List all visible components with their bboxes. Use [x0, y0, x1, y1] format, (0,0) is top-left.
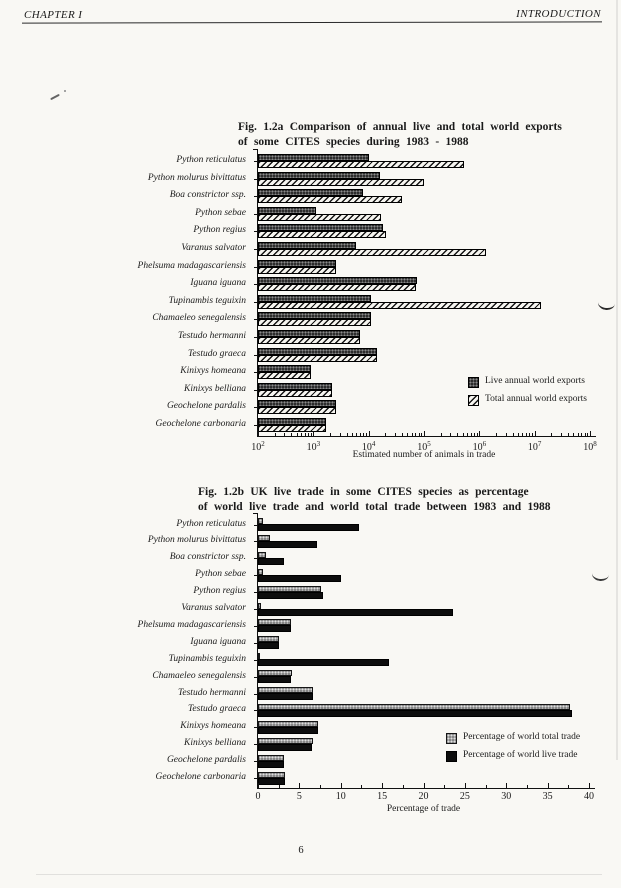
bar-series2	[258, 761, 284, 768]
x-axis-major-tick	[299, 783, 300, 788]
species-label: Phelsuma madagascariensis	[137, 619, 246, 630]
x-axis-minor-tick	[415, 433, 416, 436]
bar-series2	[258, 693, 313, 700]
x-axis-tick-label: 25	[459, 791, 470, 802]
bar-series1	[258, 224, 383, 231]
bar-series2	[258, 609, 453, 616]
species-label: Python regius	[193, 586, 246, 597]
x-axis-minor-tick	[340, 433, 341, 436]
bar-series1	[258, 189, 363, 196]
x-axis-major-tick	[369, 431, 370, 436]
x-axis-tick-label: $10^6$	[472, 440, 487, 453]
scan-artifact-curl-mark	[597, 295, 615, 311]
species-label: Tupinambis teguixin	[168, 653, 246, 664]
bar-series1	[258, 277, 417, 284]
x-axis-tick-label: 10	[335, 791, 346, 802]
bar-series1	[258, 260, 336, 267]
bar-series2	[258, 425, 326, 432]
species-label: Python sebae	[195, 207, 246, 218]
bar-series1	[258, 207, 316, 214]
x-axis-major-tick	[313, 431, 314, 436]
legend-swatch-solid-black	[446, 751, 457, 762]
species-label: Testudo hermanni	[177, 331, 246, 341]
x-axis-major-tick	[589, 783, 590, 788]
figure-b-title-line1: Fig. 1.2b UK live trade in some CITES species as percentage	[198, 486, 529, 498]
x-axis-minor-tick	[551, 433, 552, 436]
figure-a-title-line1: Fig. 1.2a Comparison of annual live and total world exports	[238, 121, 562, 133]
x-axis-tick-label: $10^3$	[306, 440, 321, 453]
header-section: INTRODUCTION	[516, 8, 601, 20]
tick-exponent: 4	[371, 440, 376, 448]
species-label: Python molurus bivittatus	[147, 172, 246, 183]
x-axis-minor-tick	[366, 433, 367, 436]
x-axis-tick-label: $10^8$	[583, 440, 597, 453]
x-axis-minor-tick	[532, 433, 533, 436]
scan-artifact-page-edge	[36, 874, 602, 875]
species-label: Tupinambis teguixin	[168, 295, 246, 306]
species-label: Geochelone pardalis	[166, 755, 246, 766]
bar-series2	[258, 727, 318, 734]
species-label: Iguana iguana	[190, 636, 246, 647]
page-number: 6	[298, 845, 304, 856]
x-axis-major-tick	[506, 783, 507, 788]
bar-series2	[258, 524, 359, 531]
x-axis-minor-tick	[361, 785, 362, 788]
species-label: Geochelone pardalis	[166, 401, 246, 412]
x-axis-major-tick	[258, 783, 259, 788]
legend-label: Live annual world exports	[485, 376, 585, 386]
bar-series2	[258, 710, 572, 717]
species-label: Chamaeleo senegalensis	[152, 313, 246, 324]
bar-series1	[258, 295, 371, 302]
x-axis-minor-tick	[450, 433, 451, 436]
scan-artifact-curl-mark	[591, 566, 609, 582]
scan-artifact-pen-mark	[50, 94, 60, 100]
bar-series2	[258, 642, 279, 649]
species-label: Iguana iguana	[190, 278, 246, 289]
bar-series2	[258, 161, 464, 168]
x-axis-major-tick	[424, 783, 425, 788]
x-axis-minor-tick	[275, 433, 276, 436]
x-axis-minor-tick	[522, 433, 523, 436]
x-axis-minor-tick	[587, 433, 588, 436]
x-axis-minor-tick	[301, 433, 302, 436]
x-axis-tick-label: $10^7$	[527, 440, 542, 453]
x-axis-minor-tick	[403, 785, 404, 788]
x-axis-line	[257, 788, 595, 789]
bar-series2	[258, 744, 312, 751]
tick-exponent: 3	[316, 440, 321, 448]
x-axis-major-tick	[479, 431, 480, 436]
tick-exponent: 7	[537, 440, 542, 448]
x-axis-minor-tick	[395, 433, 396, 436]
x-axis-minor-tick	[581, 433, 582, 436]
header-rule	[22, 21, 602, 23]
x-axis-tick-label: 35	[542, 791, 553, 802]
x-axis-minor-tick	[279, 785, 280, 788]
x-axis-minor-tick	[474, 433, 475, 436]
x-axis-tick-label: 0	[255, 791, 261, 802]
bar-series2	[258, 558, 284, 565]
bar-series2	[258, 676, 291, 683]
bar-series2	[258, 592, 323, 599]
species-label: Python sebae	[195, 569, 246, 580]
bar-series1	[258, 330, 360, 337]
x-axis-minor-tick	[526, 433, 527, 436]
x-axis-minor-tick	[585, 433, 586, 436]
x-axis-minor-tick	[284, 433, 285, 436]
x-axis-major-tick	[535, 431, 536, 436]
x-axis-minor-tick	[330, 433, 331, 436]
x-axis-minor-tick	[347, 433, 348, 436]
species-label: Testudo graeca	[188, 348, 246, 359]
bar-series2	[258, 625, 291, 632]
bar-series2	[258, 267, 336, 274]
bar-series2	[258, 337, 360, 344]
bar-series1	[258, 172, 380, 179]
x-axis-minor-tick	[496, 433, 497, 436]
x-axis-minor-tick	[529, 433, 530, 436]
x-axis-minor-tick	[412, 433, 413, 436]
x-axis-minor-tick	[297, 433, 298, 436]
x-axis-minor-tick	[463, 433, 464, 436]
bar-series2	[258, 407, 336, 414]
bar-series2	[258, 231, 386, 238]
legend-label: Total annual world exports	[485, 394, 587, 404]
bar-series1	[258, 348, 377, 355]
bar-series2	[258, 372, 311, 379]
x-axis-minor-tick	[444, 785, 445, 788]
species-label: Python reticulatus	[176, 155, 246, 165]
species-label: Testudo graeca	[188, 704, 246, 715]
x-axis-tick-label: 40	[584, 791, 594, 802]
species-label: Kinixys homeana	[180, 721, 246, 732]
x-axis-minor-tick	[311, 433, 312, 436]
bar-series2	[258, 196, 402, 203]
legend-swatch-dark-stipple	[468, 377, 479, 388]
species-label: Varanus salvator	[181, 603, 246, 613]
x-axis-line	[257, 436, 596, 437]
bar-series1	[258, 242, 356, 249]
x-axis-major-tick	[341, 783, 342, 788]
x-axis-minor-tick	[320, 785, 321, 788]
x-axis-major-tick	[590, 431, 591, 436]
scan-artifact-speck	[64, 90, 66, 92]
y-axis-top-tick	[253, 149, 258, 150]
species-label: Python molurus bivittatus	[147, 535, 246, 546]
species-label: Chamaeleo senegalensis	[152, 670, 246, 681]
bar-series2	[258, 355, 377, 362]
x-axis-tick-label: 5	[296, 791, 302, 802]
x-axis-minor-tick	[513, 433, 514, 436]
x-axis-major-tick	[424, 431, 425, 436]
tick-exponent: 5	[427, 440, 431, 448]
x-axis-tick-label: $10^4$	[361, 440, 376, 453]
legend-label: Percentage of world total trade	[463, 732, 581, 742]
x-axis-minor-tick	[518, 433, 519, 436]
figure-a-title-line2: of some CITES species during 1983 - 1988	[238, 135, 469, 148]
tick-exponent: 6	[482, 440, 487, 448]
x-axis-minor-tick	[506, 433, 507, 436]
legend-swatch-diagonal-hatch	[468, 395, 479, 406]
figure-b-title	[198, 485, 604, 514]
tick-exponent: 2	[261, 440, 265, 448]
species-label: Geochelone carbonaria	[155, 419, 246, 429]
species-label: Kinixys homeana	[180, 366, 246, 377]
x-axis-major-tick	[548, 783, 549, 788]
x-axis-major-tick	[382, 783, 383, 788]
bar-series2	[258, 659, 389, 666]
bar-series1	[258, 312, 371, 319]
x-axis-tick-label: $10^2$	[251, 440, 265, 453]
bar-series2	[258, 284, 416, 291]
x-axis-tick-label: $10^5$	[417, 440, 431, 453]
bar-series2	[258, 179, 424, 186]
tick-exponent: 8	[593, 440, 597, 448]
x-axis-minor-tick	[441, 433, 442, 436]
bar-series1	[258, 400, 336, 407]
x-axis-minor-tick	[308, 433, 309, 436]
x-axis-minor-tick	[363, 433, 364, 436]
scan-artifact-page-edge	[616, 0, 618, 760]
x-axis-label: Percentage of trade	[386, 804, 461, 814]
bar-series1	[258, 154, 369, 161]
bar-series2	[258, 541, 317, 548]
bar-series2	[258, 214, 381, 221]
x-axis-minor-tick	[385, 433, 386, 436]
species-label: Boa constrictor ssp.	[169, 552, 246, 563]
y-axis-top-tick	[253, 513, 258, 514]
figure-a-title	[238, 120, 590, 149]
x-axis-minor-tick	[356, 433, 357, 436]
bar-series2	[258, 249, 486, 256]
x-axis-minor-tick	[486, 785, 487, 788]
x-axis-minor-tick	[527, 785, 528, 788]
bar-series2	[258, 575, 341, 582]
x-axis-minor-tick	[471, 433, 472, 436]
species-label: Python reticulatus	[176, 518, 246, 529]
species-label: Testudo hermanni	[177, 687, 246, 698]
species-label: Kinixys belliana	[183, 383, 246, 394]
bar-series1	[258, 383, 332, 390]
x-axis-minor-tick	[561, 433, 562, 436]
legend-swatch-gray-stipple	[446, 733, 457, 744]
x-axis-minor-tick	[402, 433, 403, 436]
species-label: Kinixys belliana	[183, 738, 246, 749]
x-axis-minor-tick	[578, 433, 579, 436]
species-label: Phelsuma madagascariensis	[137, 260, 246, 271]
x-axis-minor-tick	[291, 433, 292, 436]
x-axis-minor-tick	[573, 433, 574, 436]
x-axis-minor-tick	[352, 433, 353, 436]
x-axis-minor-tick	[305, 433, 306, 436]
x-axis-minor-tick	[407, 433, 408, 436]
figure-b-title-line2: of world live trade and world total trade between 1983 and 1988	[198, 500, 551, 513]
x-axis-tick-label: 30	[501, 791, 512, 802]
x-axis-minor-tick	[467, 433, 468, 436]
species-label: Boa constrictor ssp.	[169, 190, 246, 201]
x-axis-minor-tick	[421, 433, 422, 436]
x-axis-minor-tick	[457, 433, 458, 436]
header-chapter: CHAPTER I	[24, 9, 83, 21]
bar-series1	[258, 418, 326, 425]
x-axis-minor-tick	[568, 785, 569, 788]
species-label: Varanus salvator	[181, 243, 246, 253]
x-axis-minor-tick	[419, 433, 420, 436]
x-axis-minor-tick	[477, 433, 478, 436]
bar-series2	[258, 778, 285, 785]
legend-label: Percentage of world live trade	[463, 750, 578, 760]
x-axis-label: Estimated number of animals in trade	[352, 450, 496, 460]
x-axis-tick-label: 15	[377, 791, 388, 802]
bar-series2	[258, 319, 371, 326]
x-axis-minor-tick	[568, 433, 569, 436]
x-axis-tick-label: 20	[418, 791, 429, 802]
bar-series2	[258, 302, 541, 309]
x-axis-major-tick	[465, 783, 466, 788]
species-label: Geochelone carbonaria	[155, 772, 246, 782]
x-axis-minor-tick	[360, 433, 361, 436]
species-label: Python regius	[193, 225, 246, 236]
bar-series1	[258, 365, 311, 372]
x-axis-major-tick	[258, 431, 259, 436]
bar-series2	[258, 390, 332, 397]
